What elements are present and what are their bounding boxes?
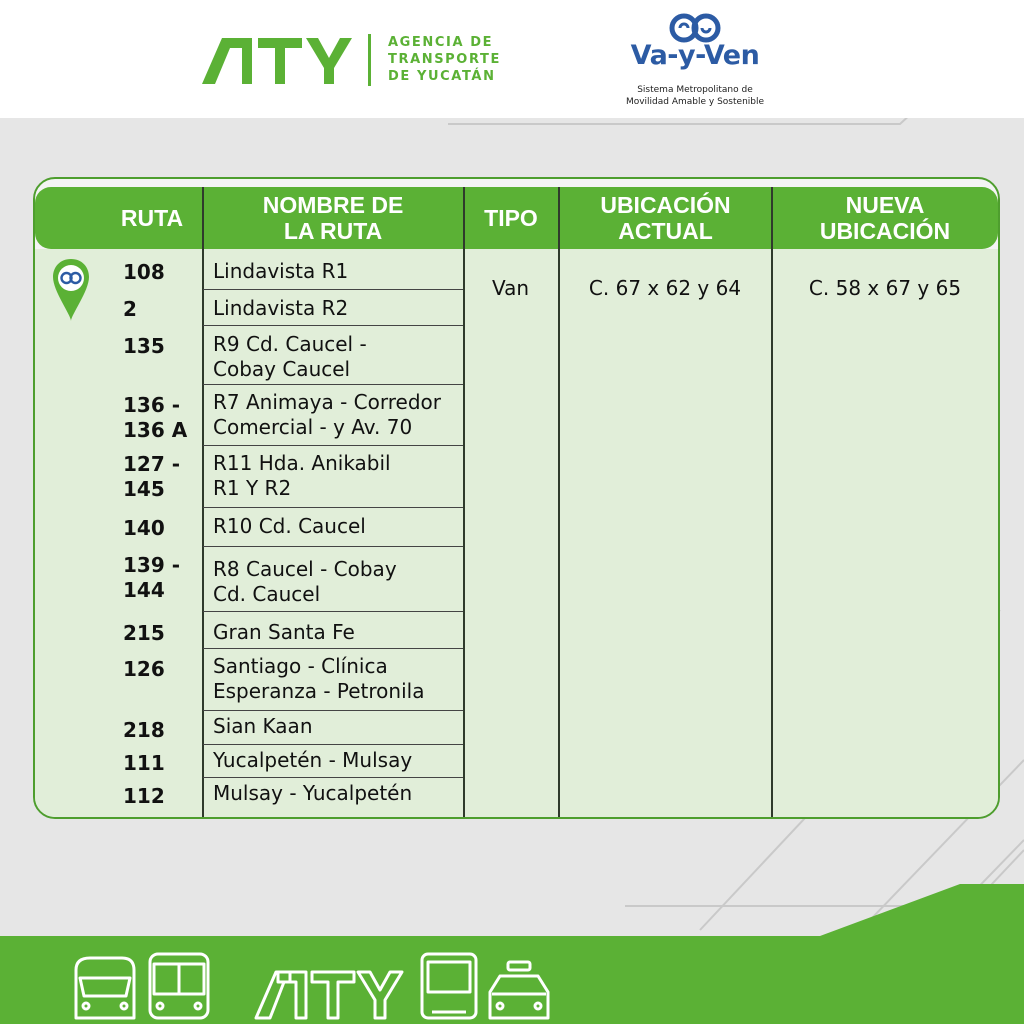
route-name: Mulsay - Yucalpetén [213,781,413,805]
row-divider [203,777,463,778]
header-ubicacion-actual: UBICACIÓN ACTUAL [600,192,731,244]
route-code: 112 [123,784,165,808]
route-name: R9 Cd. Caucel - Cobay Caucel [213,332,367,381]
header-nombre: NOMBRE DE LA RUTA [262,192,404,244]
vayven-title: Va-y-Ven [630,40,760,71]
row-divider [203,325,463,326]
van-icon [76,958,134,1018]
route-name: Lindavista R2 [213,296,349,320]
header-nueva-ubicacion: NUEVA UBICACIÓN [819,192,951,244]
logo-divider [368,34,371,86]
header-ruta: RUTA [120,205,184,231]
location-pin-icon [51,257,91,323]
route-table [33,177,1000,819]
route-name: R10 Cd. Caucel [213,514,366,538]
route-name: Santiago - Clínica Esperanza - Petronila [213,654,425,703]
route-code: 135 [123,334,165,358]
vayven-subtitle: Sistema Metropolitano de Movilidad Amable y Sostenible [625,85,765,107]
taxi-icon [490,962,548,1018]
route-code: 127 - 145 [123,452,181,501]
row-divider [203,710,463,711]
row-divider [203,648,463,649]
route-name: Sian Kaan [213,714,313,738]
row-divider [203,445,463,446]
route-name: R11 Hda. Anikabil R1 Y R2 [213,451,391,500]
route-code: 136 - 136 A [123,393,188,442]
route-code: 108 [123,260,165,284]
route-code: 126 [123,657,165,681]
header-tipo: TIPO [484,205,538,231]
row-divider [203,384,463,385]
route-code: 139 - 144 [123,553,181,602]
row-divider [203,744,463,745]
row-divider [203,289,463,290]
route-code: 140 [123,516,165,540]
route-code: 111 [123,751,165,775]
route-code: 2 [123,297,137,321]
aty-logo [202,34,352,86]
route-name: R7 Animaya - Corredor Comercial - y Av. 70 [213,390,441,439]
route-code: 215 [123,621,165,645]
bus-icon [150,954,208,1018]
route-name: R8 Caucel - Cobay Cd. Caucel [213,557,397,606]
route-code: 218 [123,718,165,742]
bus-front-icon [422,954,476,1018]
table-header [35,187,998,249]
header [0,0,1024,118]
route-name: Yucalpetén - Mulsay [213,748,413,772]
row-divider [203,611,463,612]
nueva-ubicacion-value: C. 58 x 67 y 65 [808,276,962,300]
route-name: Lindavista R1 [213,259,349,283]
row-divider [203,507,463,508]
row-divider [203,546,463,547]
aty-outline-logo [256,972,402,1018]
route-name: Gran Santa Fe [213,620,355,644]
tipo-value: Van [491,276,530,300]
footer-vehicle-icons [60,948,560,1024]
column-divider [202,187,204,819]
ubicacion-actual-value: C. 67 x 62 y 64 [588,276,742,300]
agency-name: AGENCIA DE TRANSPORTE DE YUCATÁN [388,35,501,84]
